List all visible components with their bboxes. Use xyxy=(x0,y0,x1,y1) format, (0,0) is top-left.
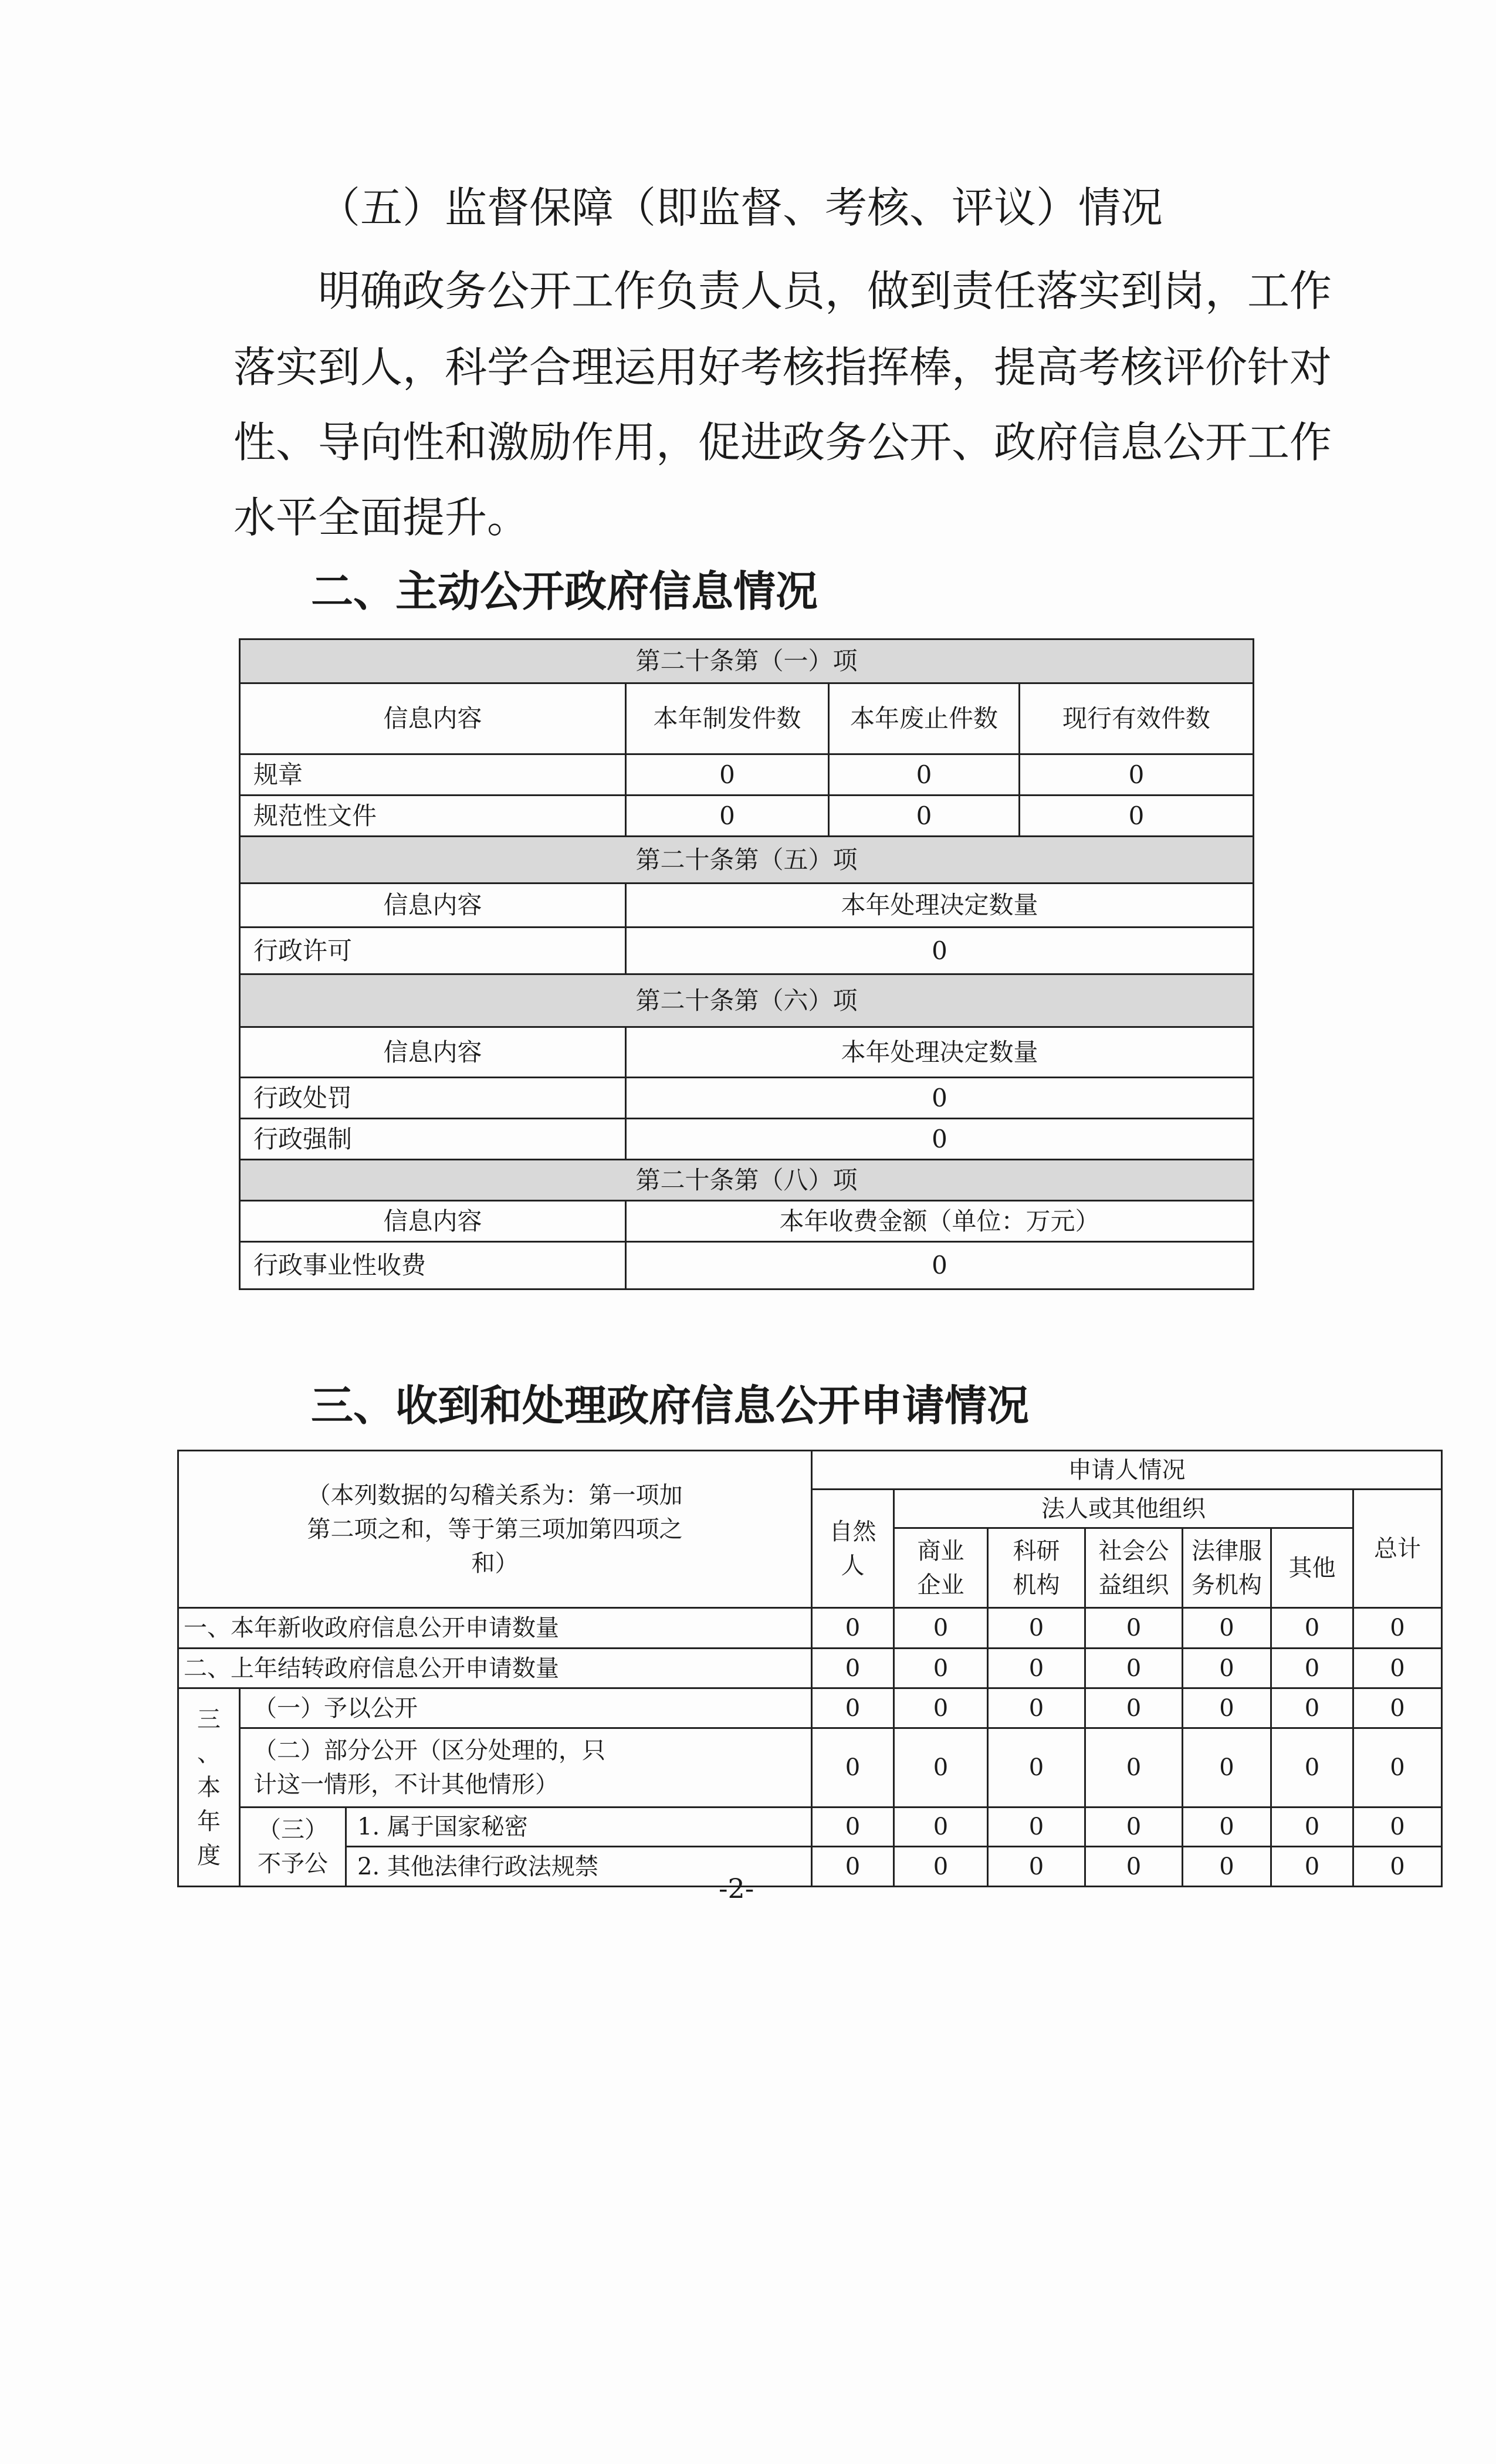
row-label: 规范性文件 xyxy=(240,796,626,837)
cell-value: 0 xyxy=(988,1608,1085,1649)
header-line: 人 xyxy=(841,1552,865,1579)
cell-value: 0 xyxy=(988,1847,1085,1887)
cell-value: 0 xyxy=(626,1078,1254,1119)
row-label: 行政许可 xyxy=(240,928,626,974)
org-column-header xyxy=(988,1528,1085,1608)
note-line: 第二项之和，等于第三项加第四项之 xyxy=(307,1515,683,1543)
cell-value: 0 xyxy=(1353,1847,1442,1887)
table-row xyxy=(178,1649,1442,1688)
cell-value: 0 xyxy=(829,796,1020,837)
proactive-disclosure-table xyxy=(239,638,1254,1290)
column-header: 本年废止件数 xyxy=(829,683,1020,754)
table-row xyxy=(240,754,1254,796)
cell-value: 0 xyxy=(988,1808,1085,1847)
section-title: （五）监督保障（即监督、考核、评议）情况 xyxy=(318,183,1163,232)
row-label: 行政事业性收费 xyxy=(240,1242,626,1289)
page-number: -2- xyxy=(719,1873,754,1904)
org-column-header xyxy=(894,1528,988,1608)
cell-value: 0 xyxy=(1183,1649,1271,1688)
application-statistics-table xyxy=(177,1450,1443,1887)
table-header-row xyxy=(240,683,1254,754)
article-20-5-title: 第二十条第（五）项 xyxy=(240,837,1254,884)
cell-value: 0 xyxy=(812,1608,894,1649)
table-header-row xyxy=(240,884,1254,928)
header-line: 益组织 xyxy=(1098,1571,1169,1599)
header-line: 务机构 xyxy=(1192,1571,1263,1599)
table-section-header xyxy=(240,837,1254,884)
paragraph-line: 落实到人，科学合理运用好考核指挥棒，提高考核评价针对 xyxy=(233,343,1332,392)
section-heading: 二、主动公开政府信息情况 xyxy=(311,567,818,616)
natural-person-header xyxy=(812,1490,894,1608)
column-header: 本年收费金额（单位：万元） xyxy=(626,1201,1254,1242)
note-line: 和） xyxy=(471,1549,519,1577)
org-column-header xyxy=(1183,1528,1271,1608)
cell-value: 0 xyxy=(1353,1728,1442,1808)
cell-value: 0 xyxy=(1183,1847,1271,1887)
cell-value: 0 xyxy=(1271,1847,1353,1887)
table-row xyxy=(178,1808,1442,1847)
table-row xyxy=(178,1608,1442,1649)
table-row xyxy=(240,796,1254,837)
cell-value: 0 xyxy=(894,1728,988,1808)
cell-value: 0 xyxy=(829,754,1020,796)
applicant-header: 申请人情况 xyxy=(812,1451,1442,1490)
cell-value: 0 xyxy=(1183,1728,1271,1808)
cell-value: 0 xyxy=(1271,1688,1353,1728)
column-header: 信息内容 xyxy=(240,884,626,928)
cell-value: 0 xyxy=(1271,1608,1353,1649)
cell-value: 0 xyxy=(988,1688,1085,1728)
cell-value: 0 xyxy=(1085,1808,1183,1847)
table-row xyxy=(240,1119,1254,1160)
cell-value: 0 xyxy=(812,1649,894,1688)
paragraph-line: 水平全面提升。 xyxy=(233,493,530,542)
header-line: 机构 xyxy=(1013,1571,1060,1599)
group-label-char: 三 xyxy=(197,1705,221,1733)
header-line: 社会公 xyxy=(1098,1537,1169,1565)
cell-value: 0 xyxy=(812,1808,894,1847)
sub-group-label-cell xyxy=(240,1808,346,1887)
cell-value: 0 xyxy=(1085,1847,1183,1887)
column-header: 本年制发件数 xyxy=(626,683,829,754)
cell-value: 0 xyxy=(626,754,829,796)
cell-value: 0 xyxy=(1085,1728,1183,1808)
cell-value: 0 xyxy=(1183,1808,1271,1847)
column-header: 信息内容 xyxy=(240,1201,626,1242)
article-20-1-title: 第二十条第（一）项 xyxy=(240,639,1254,683)
article-20-8-title: 第二十条第（八）项 xyxy=(240,1160,1254,1201)
cell-value: 0 xyxy=(812,1688,894,1728)
cell-value: 0 xyxy=(988,1728,1085,1808)
cell-value: 0 xyxy=(812,1728,894,1808)
column-header: 本年处理决定数量 xyxy=(626,1027,1254,1078)
table-section-header xyxy=(240,639,1254,683)
row-label: 1. 属于国家秘密 xyxy=(346,1808,812,1847)
table-row xyxy=(178,1847,1442,1887)
row-label: 行政强制 xyxy=(240,1119,626,1160)
cell-value: 0 xyxy=(1085,1649,1183,1688)
group-label-char: 本 xyxy=(197,1773,221,1801)
cell-value: 0 xyxy=(894,1688,988,1728)
note-line: （本列数据的勾稽关系为：第一项加 xyxy=(307,1481,683,1509)
row-label: 规章 xyxy=(240,754,626,796)
cell-value: 0 xyxy=(1271,1808,1353,1847)
row-label xyxy=(240,1728,812,1808)
cell-value: 0 xyxy=(1020,754,1254,796)
row-label: 行政处罚 xyxy=(240,1078,626,1119)
row-label: （一）予以公开 xyxy=(240,1688,812,1728)
header-line: 科研 xyxy=(1013,1537,1060,1565)
column-header: 信息内容 xyxy=(240,683,626,754)
paragraph-line: 明确政务公开工作负责人员，做到责任落实到岗，工作 xyxy=(318,266,1332,316)
cell-value: 0 xyxy=(1353,1808,1442,1847)
table-header-row xyxy=(240,1201,1254,1242)
table-row xyxy=(178,1728,1442,1808)
table-row xyxy=(240,1242,1254,1289)
cell-value: 0 xyxy=(626,1119,1254,1160)
cell-value: 0 xyxy=(1020,796,1254,837)
total-header: 总计 xyxy=(1353,1490,1442,1608)
cell-value: 0 xyxy=(1353,1688,1442,1728)
label-line: （三） xyxy=(258,1816,328,1843)
cell-value: 0 xyxy=(1085,1688,1183,1728)
cell-value: 0 xyxy=(626,796,829,837)
section-heading: 三、收到和处理政府信息公开申请情况 xyxy=(311,1381,1030,1430)
cell-value: 0 xyxy=(1085,1608,1183,1649)
group-label-char: 度 xyxy=(197,1842,221,1869)
paragraph-line: 性、导向性和激励作用，促进政务公开、政府信息公开工作 xyxy=(233,418,1332,467)
table-row xyxy=(240,1078,1254,1119)
cell-value: 0 xyxy=(1183,1608,1271,1649)
row-label: 二、上年结转政府信息公开申请数量 xyxy=(178,1649,812,1688)
group-label-char: 、 xyxy=(197,1739,221,1767)
header-line: 商业 xyxy=(917,1537,964,1565)
cell-value: 0 xyxy=(1353,1608,1442,1649)
cell-value: 0 xyxy=(812,1847,894,1887)
header-line: 自然 xyxy=(829,1518,876,1545)
org-column-header xyxy=(1085,1528,1183,1608)
table-section-header xyxy=(240,974,1254,1027)
cell-value: 0 xyxy=(1271,1728,1353,1808)
row-label: 一、本年新收政府信息公开申请数量 xyxy=(178,1608,812,1649)
column-header: 现行有效件数 xyxy=(1020,683,1254,754)
group-label-cell xyxy=(178,1688,240,1887)
label-line: （二）部分公开（区分处理的，只 xyxy=(253,1737,605,1764)
header-line: 法律服 xyxy=(1192,1537,1263,1565)
cell-value: 0 xyxy=(1271,1649,1353,1688)
cell-value: 0 xyxy=(1353,1649,1442,1688)
legal-org-header: 法人或其他组织 xyxy=(894,1490,1353,1528)
table-row xyxy=(178,1688,1442,1728)
table-section-header xyxy=(240,1160,1254,1201)
article-20-6-title: 第二十条第（六）项 xyxy=(240,974,1254,1027)
header-line: 企业 xyxy=(917,1571,964,1599)
org-column-header: 其他 xyxy=(1271,1528,1353,1608)
cell-value: 0 xyxy=(894,1649,988,1688)
cell-value: 0 xyxy=(894,1608,988,1649)
note-cell xyxy=(178,1451,812,1608)
cell-value: 0 xyxy=(626,1242,1254,1289)
cell-value: 0 xyxy=(626,928,1254,974)
column-header: 信息内容 xyxy=(240,1027,626,1078)
row-label: 2. 其他法律行政法规禁 xyxy=(346,1847,812,1887)
group-label-char: 年 xyxy=(197,1808,221,1835)
table-header-row xyxy=(240,1027,1254,1078)
column-header: 本年处理决定数量 xyxy=(626,884,1254,928)
cell-value: 0 xyxy=(1183,1688,1271,1728)
table-row xyxy=(240,928,1254,974)
cell-value: 0 xyxy=(988,1649,1085,1688)
table-header-row xyxy=(178,1451,1442,1490)
cell-value: 0 xyxy=(894,1808,988,1847)
cell-value: 0 xyxy=(894,1847,988,1887)
label-line: 计这一情形，不计其他情形） xyxy=(253,1771,559,1798)
label-line: 不予公 xyxy=(258,1850,328,1877)
